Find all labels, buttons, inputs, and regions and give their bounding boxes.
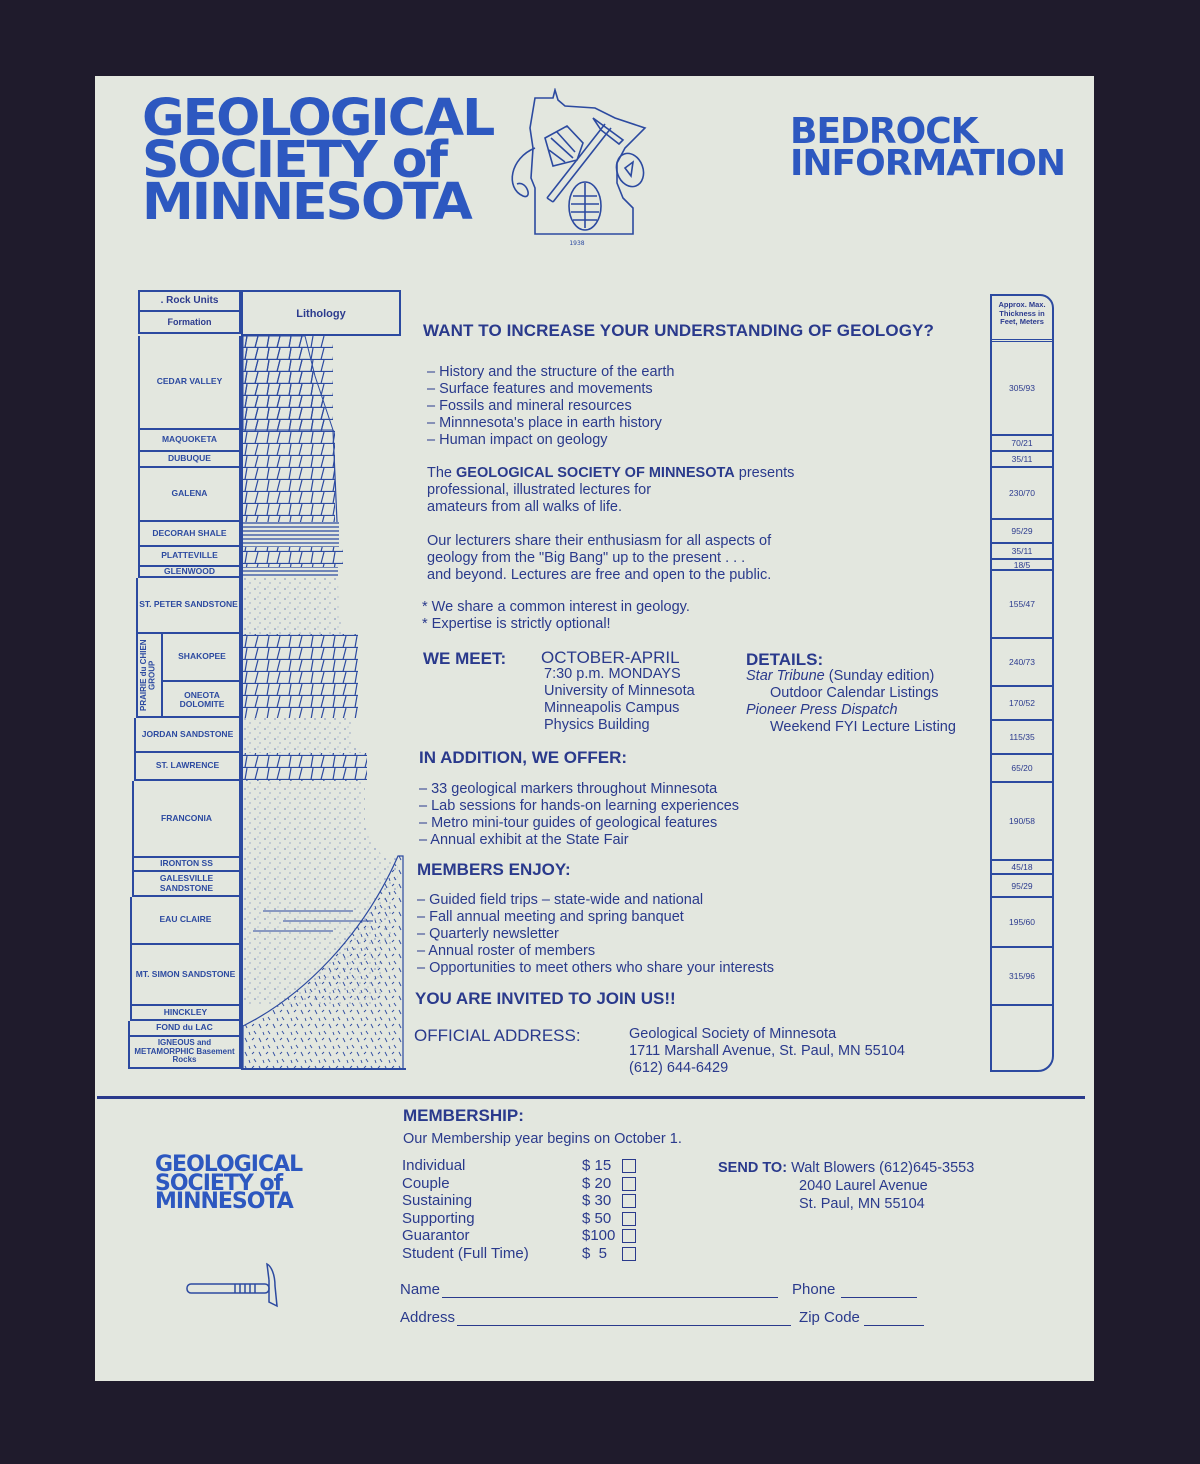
tier-checkbox[interactable]	[622, 1159, 636, 1173]
address-line: St. Paul, MN 55104	[799, 1196, 925, 1212]
thickness-column	[990, 294, 1054, 1072]
meeting-venue: Minneapolis Campus	[544, 700, 680, 716]
intro-paragraph-1	[427, 465, 794, 516]
list-item: – Minnnesota's place in earth history	[427, 415, 662, 431]
name-phone-row	[400, 1281, 917, 1298]
newspaper-name: Star Tribune	[746, 668, 825, 684]
tier-checkbox[interactable]	[622, 1194, 636, 1208]
tier-couple	[402, 1175, 642, 1193]
details-block	[746, 651, 956, 736]
address-zip-row	[400, 1309, 924, 1326]
text: (Sunday edition)	[824, 668, 935, 684]
address-line: Geological Society of Minnesota	[629, 1026, 837, 1042]
address-line: 1711 Marshall Avenue, St. Paul, MN 55104	[629, 1043, 905, 1059]
thickness-value: 230/70	[992, 468, 1052, 520]
society-logo	[142, 89, 494, 232]
title-line: INFORMATION	[790, 142, 1066, 184]
logo-line: MINNESOTA	[142, 172, 471, 232]
thickness-value: 65/20	[992, 755, 1052, 783]
tier-supporting	[402, 1210, 642, 1228]
logo-line: MINNESOTA	[155, 1189, 293, 1215]
tier-checkbox[interactable]	[622, 1229, 636, 1243]
meeting-info	[541, 649, 695, 734]
thickness-value: 155/47	[992, 571, 1052, 639]
unit-dubuque: DUBUQUE	[138, 452, 241, 468]
list-item: – Surface features and movements	[427, 381, 653, 397]
tier-price: $ 20	[582, 1174, 612, 1192]
address-line: 2040 Laurel Avenue	[799, 1178, 928, 1194]
unit-franconia: FRANCONIA	[132, 781, 241, 858]
svg-text:1938: 1938	[569, 240, 585, 247]
thickness-value: 190/58	[992, 783, 1052, 861]
contact-name: Walt Blowers (612)645-3553	[791, 1160, 975, 1176]
thickness-value: 95/29	[992, 520, 1052, 544]
section-divider	[97, 1096, 1085, 1099]
tier-individual	[402, 1157, 642, 1175]
thickness-value: 70/21	[992, 436, 1052, 452]
text: presents	[734, 465, 795, 481]
name-field[interactable]	[442, 1284, 778, 1298]
tier-name: Supporting	[402, 1209, 475, 1227]
meeting-building: Physics Building	[544, 717, 650, 733]
zip-label: Zip Code	[799, 1309, 860, 1326]
tier-student	[402, 1245, 642, 1263]
we-meet-label: WE MEET:	[423, 649, 507, 668]
unit-cedar-valley: CEDAR VALLEY	[138, 336, 241, 430]
text: amateurs from all walks of life.	[427, 499, 623, 515]
unit-st-peter-sandstone: ST. PETER SANDSTONE	[136, 578, 241, 634]
notes	[422, 599, 690, 633]
membership-subtitle: Our Membership year begins on October 1.	[403, 1131, 682, 1147]
zip-field[interactable]	[864, 1312, 924, 1326]
thickness-value: 35/11	[992, 452, 1052, 468]
text: Outdoor Calendar Listings	[770, 685, 939, 701]
logo-line: SOCIETY of	[155, 1170, 283, 1196]
meeting-months: OCTOBER-APRIL	[541, 648, 680, 667]
tier-name: Student (Full Time)	[402, 1244, 529, 1262]
list-item: – Quarterly newsletter	[417, 926, 559, 942]
tier-name: Guarantor	[402, 1227, 470, 1244]
thickness-value: 45/18	[992, 861, 1052, 875]
unit-galesville-sandstone: GALESVILLE SANDSTONE	[132, 872, 241, 897]
offer-heading: IN ADDITION, WE OFFER:	[419, 748, 628, 767]
tier-price: $ 50	[582, 1209, 612, 1227]
unit-galena: GALENA	[138, 468, 241, 522]
unit-decorah-shale: DECORAH SHALE	[138, 522, 241, 547]
thickness-value: 18/5	[992, 560, 1052, 571]
tier-price: $ 5	[582, 1244, 608, 1262]
tier-name: Sustaining	[402, 1192, 473, 1209]
unit-eau-claire: EAU CLAIRE	[130, 897, 241, 945]
send-to-label: SEND TO:	[718, 1160, 788, 1176]
list-item: – Fall annual meeting and spring banquet	[417, 909, 684, 925]
unit-shakopee: SHAKOPEE	[161, 634, 241, 682]
logo-line: GEOLOGICAL	[155, 1152, 303, 1177]
unit-glenwood: GLENWOOD	[138, 567, 241, 578]
membership-heading: MEMBERSHIP:	[403, 1106, 524, 1125]
intro-paragraph-2	[427, 533, 771, 584]
members-heading: MEMBERS ENJOY:	[417, 860, 571, 879]
thickness-value: 305/93	[992, 342, 1052, 436]
text: and beyond. Lectures are free and open to the public.	[427, 567, 772, 583]
official-address	[629, 1026, 905, 1077]
tier-name: Individual	[402, 1157, 466, 1174]
unit-hinckley: HINCKLEY	[130, 1006, 241, 1021]
thickness-value: 115/35	[992, 721, 1052, 755]
text: The	[427, 465, 457, 481]
offer-list	[419, 781, 739, 849]
lithology-drawing	[241, 336, 406, 1070]
tier-checkbox[interactable]	[622, 1177, 636, 1191]
thickness-value: 240/73	[992, 639, 1052, 687]
topics-list	[427, 364, 674, 449]
unit-jordan-sandstone: JORDAN SANDSTONE	[134, 718, 241, 753]
unit-st-lawrence: ST. LAWRENCE	[134, 753, 241, 781]
tier-checkbox[interactable]	[622, 1212, 636, 1226]
text: geology from the "Big Bang" up to the present . . .	[427, 550, 746, 566]
membership-tiers	[402, 1157, 642, 1262]
list-item: – Fossils and mineral resources	[427, 398, 632, 414]
rock-hammer-icon	[185, 1262, 281, 1313]
list-item: – Metro mini-tour guides of geological features	[419, 815, 718, 831]
list-item: – Opportunities to meet others who share your interests	[417, 960, 775, 976]
text: Our lecturers share their enthusiasm for all aspects of	[427, 533, 772, 549]
details-label: DETAILS:	[746, 650, 824, 669]
name-label: Name	[400, 1281, 441, 1298]
stratigraphic-column	[128, 290, 403, 1070]
group-label: PRAIRIE du CHIEN GROUP	[139, 639, 157, 711]
list-item: – Human impact on geology	[427, 432, 608, 448]
thickness-value: 315/96	[992, 948, 1052, 1006]
tier-price: $100	[582, 1227, 616, 1244]
phone-number: (612) 644-6429	[629, 1060, 729, 1076]
logo-line: SOCIETY of	[142, 130, 446, 190]
phone-field[interactable]	[841, 1284, 917, 1298]
title-line: BEDROCK	[790, 111, 978, 152]
list-item: – Annual exhibit at the State Fair	[419, 832, 629, 848]
newspaper-name: Pioneer Press Dispatch	[746, 702, 898, 718]
logo-line: GEOLOGICAL	[142, 89, 494, 148]
meeting-venue: University of Minnesota	[544, 683, 695, 699]
flyer-page	[95, 76, 1094, 1381]
formation-header: Formation	[138, 312, 241, 334]
unit-fond-du-lac: FOND du LAC	[128, 1021, 241, 1037]
note: * Expertise is strictly optional!	[422, 616, 611, 632]
minnesota-emblem-icon	[505, 88, 655, 248]
tier-sustaining	[402, 1192, 642, 1210]
unit-oneota-dolomite: ONEOTA DOLOMITE	[161, 682, 241, 718]
send-to-block	[718, 1159, 974, 1213]
members-list	[417, 892, 774, 977]
intro-heading: WANT TO INCREASE YOUR UNDERSTANDING OF GEOLOGY?	[423, 321, 934, 340]
rock-units-header: . Rock Units	[138, 290, 241, 312]
note: * We share a common interest in geology.	[422, 599, 690, 615]
list-item: – History and the structure of the earth	[427, 364, 675, 380]
list-item: – Lab sessions for hands-on learning experiences	[419, 798, 740, 814]
thickness-value: 195/60	[992, 898, 1052, 948]
text: Weekend FYI Lecture Listing	[770, 719, 956, 735]
text: professional, illustrated lectures for	[427, 482, 652, 498]
unit-igneous-basement: IGNEOUS and METAMORPHIC Basement Rocks	[128, 1037, 241, 1069]
tier-price: $ 15	[582, 1157, 612, 1174]
tier-price: $ 30	[582, 1192, 612, 1209]
tier-guarantor	[402, 1227, 642, 1245]
unit-mt-simon-sandstone: MT. SIMON SANDSTONE	[130, 945, 241, 1006]
thickness-header: Approx. Max. Thickness in Feet, Meters	[992, 296, 1052, 342]
list-item: – Annual roster of members	[417, 943, 596, 959]
unit-ironton: IRONTON SS	[132, 858, 241, 872]
unit-platteville: PLATTEVILLE	[138, 547, 241, 567]
thickness-value: 170/52	[992, 687, 1052, 721]
unit-maquoketa: MAQUOKETA	[138, 430, 241, 452]
join-heading: YOU ARE INVITED TO JOIN US!!	[415, 989, 676, 1008]
address-field[interactable]	[457, 1312, 791, 1326]
lithology-header: Lithology	[241, 290, 401, 336]
society-logo-small	[155, 1152, 303, 1215]
phone-label: Phone	[792, 1281, 836, 1298]
address-label: Address	[400, 1309, 456, 1326]
society-name: GEOLOGICAL SOCIETY OF MINNESOTA	[456, 465, 735, 481]
tier-name: Couple	[402, 1174, 450, 1192]
list-item: – Guided field trips – state-wide and national	[417, 892, 704, 908]
list-item: – 33 geological markers throughout Minnesota	[419, 781, 718, 797]
thickness-value: 35/11	[992, 544, 1052, 560]
official-address-label: OFFICIAL ADDRESS:	[414, 1026, 581, 1045]
document-title	[790, 111, 1066, 184]
tier-checkbox[interactable]	[622, 1247, 636, 1261]
meeting-time: 7:30 p.m. MONDAYS	[544, 666, 681, 682]
thickness-value: 95/29	[992, 875, 1052, 898]
